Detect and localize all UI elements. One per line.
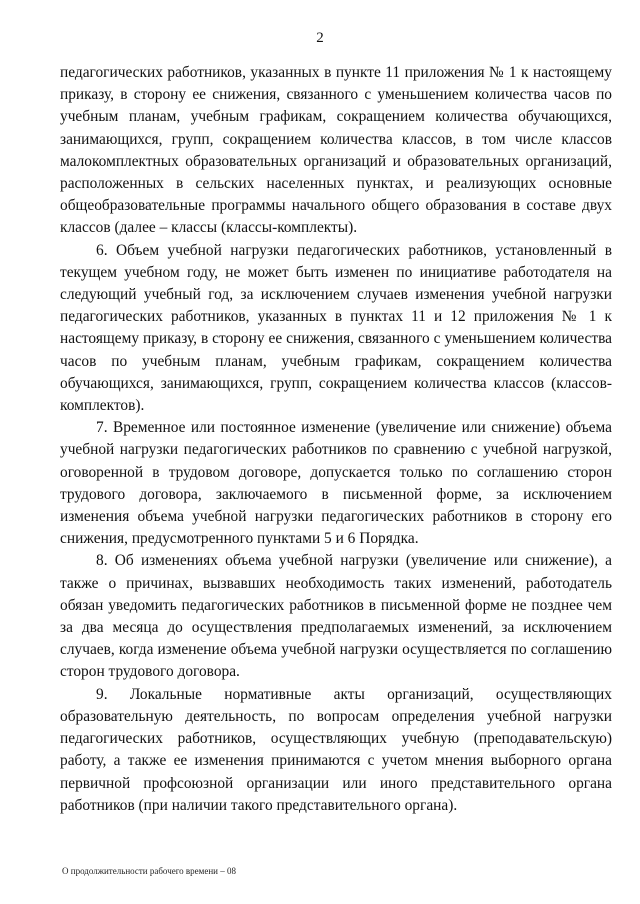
paragraph-item-8: 8. Об изменениях объема учебной нагрузки (увеличение или снижение), а также о причинах, вызвавших необходимость таких изменений, работодатель обязан уведомить педагогических работников в письменной форме не позднее чем за два месяца до осуществления предполагаемых изменений, за исключением случаев, когда изменение объема учебной нагрузки осуществляется по соглашению сторон трудового договора.	[60, 552, 612, 681]
footer-note: О продолжительности рабочего времени – 08	[62, 866, 236, 876]
paragraph-item-6: 6. Объем учебной нагрузки педагогических работников, установленный в текущем учебном году, не может быть изменен по инициативе работодателя на следующий учебный год, за исключением случаев изменения учебной нагрузки педагогических работников, указанных в пунктах 11 и 12 приложения № 1 к настоящему приказу, в сторону ее снижения, связанного с уменьшением количества часов по учебным планам, учебным графикам, сокращением количества обучающихся, занимающихся, групп, сокращением количества классов (классов-комплектов).	[60, 241, 612, 415]
page-number: 2	[316, 30, 324, 46]
paragraph-item-9: 9. Локальные нормативные акты организаций, осуществляющих образовательную деятельность, по вопросам определения учебной нагрузки педагогических работников, осуществляющих учебную (преподавательскую) работу, а также ее изменения принимаются с учетом мнения выборного органа первичной профсоюзной организации или иного представительного органа работников (при наличии такого представительного органа).	[60, 685, 612, 814]
document-body	[60, 62, 612, 817]
paragraph-item-7: 7. Временное или постоянное изменение (увеличение или снижение) объема учебной нагрузки педагогических работников по сравнению с учебной нагрузкой, оговоренной в трудовом договоре, допускается только по соглашению сторон трудового договора, заключаемого в письменной форме, за исключением изменения объема учебной нагрузки педагогических работников в сторону его снижения, предусмотренного пунктами 5 и 6 Порядка.	[60, 419, 612, 548]
paragraph-continuation: педагогических работников, указанных в пункте 11 приложения № 1 к настоящему приказу, в сторону ее снижения, связанного с уменьшением количества часов по учебным планам, учебным графикам, сокращением количества обучающихся, занимающихся, групп, сокращением количества классов, в том числе классов малокомплектных образовательных организаций и образовательных организаций, расположенных в сельских населенных пунктах, и реализующих основные общеобразовательные программы начального общего образования в составе двух классов (далее – классы (классы-комплекты).	[60, 64, 612, 237]
